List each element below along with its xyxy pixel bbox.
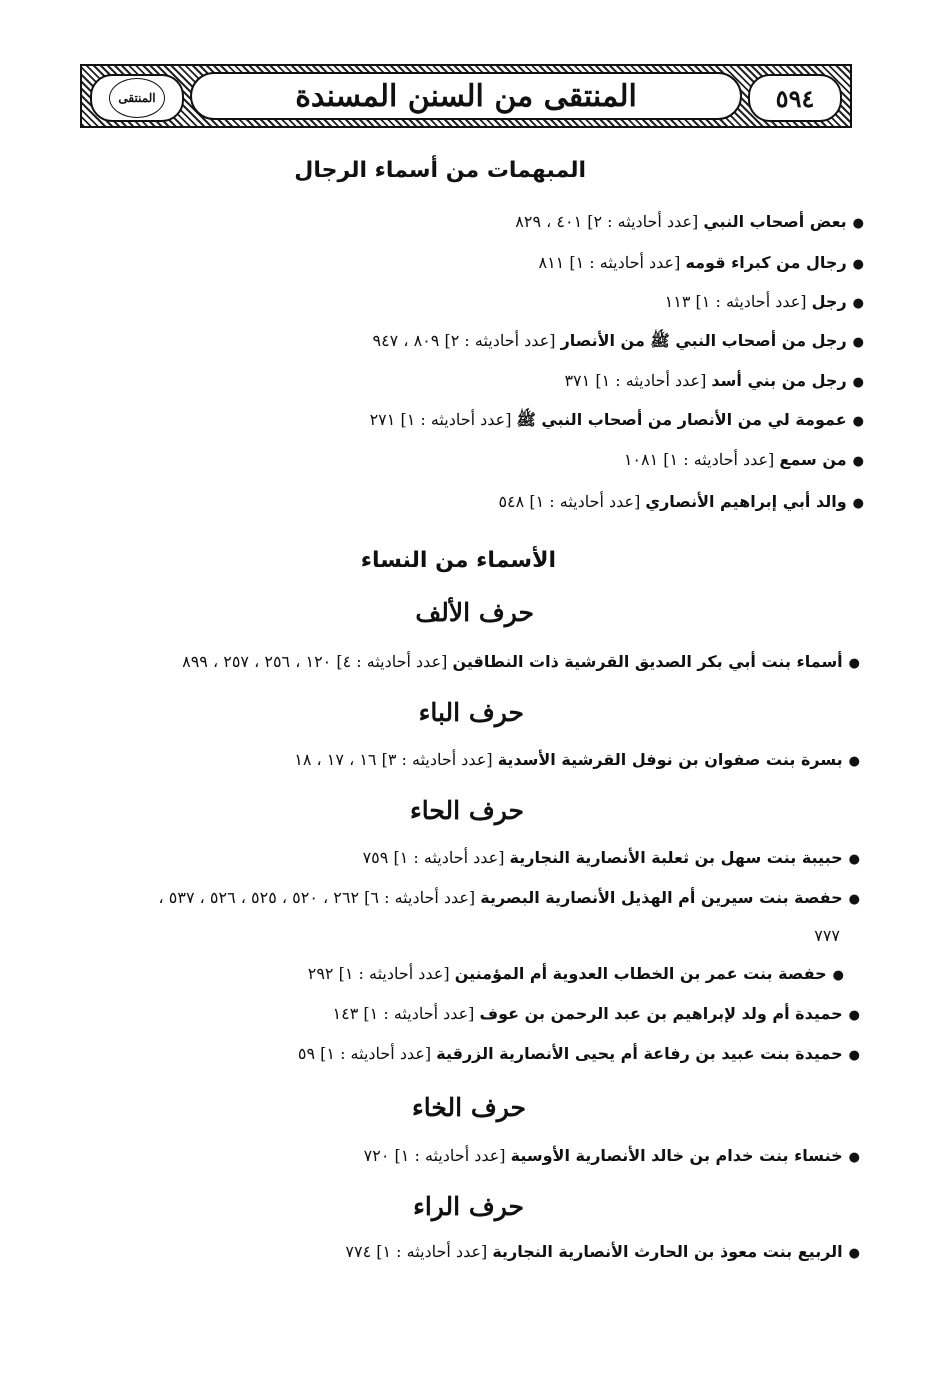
list-item: ●خنساء بنت خدام بن خالد الأنصارية الأوسية [عدد أحاديثه : ١] ٧٢٠ (363, 1146, 860, 1165)
bullet-icon: ● (852, 296, 864, 311)
bullet-icon: ● (848, 852, 860, 867)
list-item: ●الربيع بنت معوذ بن الحارث الأنصارية النجارية [عدد أحاديثه : ١] ٧٧٤ (345, 1242, 860, 1261)
bullet-icon: ● (852, 454, 864, 469)
list-item: ●رجل من أصحاب النبي ﷺ من الأنصار [عدد أحاديثه : ٢] ٨٠٩ ، ٩٤٧ (372, 331, 864, 350)
list-item: ●والد أبي إبراهيم الأنصاري [عدد أحاديثه : ١] ٥٤٨ (498, 492, 864, 511)
logo-text: المنتقى (118, 91, 156, 105)
letter-heading-kha: حرف الخاء (412, 1093, 526, 1122)
list-item: ●رجال من كبراء قومه [عدد أحاديثه : ١] ٨١١ (538, 253, 864, 272)
bullet-icon: ● (852, 496, 864, 511)
list-item: ●من سمع [عدد أحاديثه : ١] ١٠٨١ (623, 450, 864, 469)
bullet-icon: ● (848, 1048, 860, 1063)
list-item: ●حميدة أم ولد لإبراهيم بن عبد الرحمن بن عوف [عدد أحاديثه : ١] ١٤٣ (332, 1004, 860, 1023)
bullet-icon: ● (848, 1246, 860, 1261)
list-item: ●حفصة بنت عمر بن الخطاب العدوية أم المؤمنين [عدد أحاديثه : ١] ٢٩٢ (307, 964, 844, 983)
bullet-icon: ● (832, 968, 844, 983)
page-number: ٥٩٤ (775, 83, 815, 113)
page-header-frame (80, 64, 852, 128)
letter-heading-ha: حرف الحاء (410, 796, 524, 825)
bullet-icon: ● (848, 1150, 860, 1165)
list-item: ●رجل [عدد أحاديثه : ١] ١١٣ (664, 292, 864, 311)
section-heading-women-names: الأسماء من النساء (360, 548, 556, 573)
letter-heading-alif: حرف الألف (415, 598, 534, 627)
list-item: ●حفصة بنت سيرين أم الهذيل الأنصارية البصرية [عدد أحاديثه : ٦] ٢٦٢ ، ٥٢٠ ، ٥٢٥ ، ٥٢٦ ، ٥٣٧ ، (158, 888, 860, 907)
list-item: ●أسماء بنت أبي بكر الصديق القرشية ذات النطاقين [عدد أحاديثه : ٤] ١٢٠ ، ٢٥٦ ، ٢٥٧ ، ٨٩٩ (182, 652, 860, 671)
section-heading-anonymous-men: المبهمات من أسماء الرجال (294, 158, 586, 183)
list-item: ●عمومة لي من الأنصار من أصحاب النبي ﷺ [عدد أحاديثه : ١] ٢٧١ (369, 410, 864, 429)
list-item: ●حميدة بنت عبيد بن رفاعة أم يحيى الأنصارية الزرقية [عدد أحاديثه : ١] ٥٩ (297, 1044, 860, 1063)
list-item: ●رجل من بني أسد [عدد أحاديثه : ١] ٣٧١ (564, 371, 864, 390)
publisher-seal-icon (109, 78, 165, 118)
bullet-icon: ● (848, 754, 860, 769)
bullet-icon: ● (852, 216, 864, 231)
publisher-logo-box (90, 74, 184, 122)
book-title: المنتقى من السنن المسندة (295, 78, 637, 114)
bullet-icon: ● (852, 257, 864, 272)
bullet-icon: ● (852, 335, 864, 350)
bullet-icon: ● (848, 892, 860, 907)
list-item-continuation: ٧٧٧ (814, 926, 840, 945)
list-item: ●بعض أصحاب النبي [عدد أحاديثه : ٢] ٤٠١ ، ٨٢٩ (515, 212, 864, 231)
bullet-icon: ● (852, 414, 864, 429)
title-cartouche (190, 72, 742, 120)
bullet-icon: ● (848, 1008, 860, 1023)
bullet-icon: ● (852, 375, 864, 390)
bullet-icon: ● (848, 656, 860, 671)
page-number-box (748, 74, 842, 122)
letter-heading-ra: حرف الراء (413, 1192, 524, 1221)
list-item: ●بسرة بنت صفوان بن نوفل القرشية الأسدية [عدد أحاديثه : ٣] ١٦ ، ١٧ ، ١٨ (294, 750, 860, 769)
letter-heading-ba: حرف الباء (418, 698, 524, 727)
list-item: ●حبيبة بنت سهل بن ثعلبة الأنصارية النجارية [عدد أحاديثه : ١] ٧٥٩ (362, 848, 860, 867)
